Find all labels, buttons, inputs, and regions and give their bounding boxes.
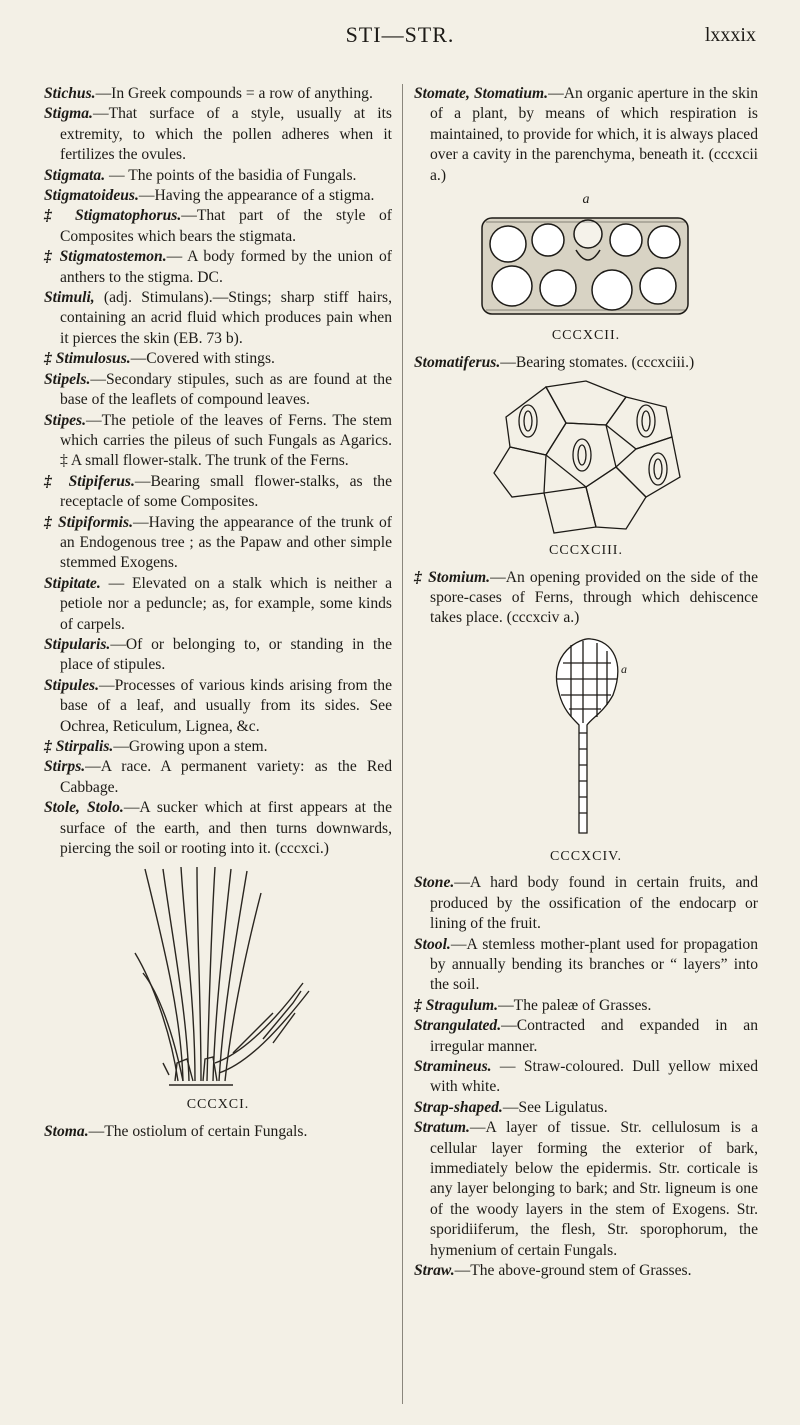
entry-term: Stratum.: [414, 1119, 470, 1137]
figure-label: a: [582, 192, 590, 208]
entry-definition: —An opening provided on the side of the spore-cases of Ferns, through which dehiscence takes place. (cccxciv a.): [430, 568, 758, 627]
dictionary-entry: [414, 1057, 758, 1098]
entry-term: Stigmatoideus.: [44, 187, 139, 205]
column-divider: [402, 84, 403, 1404]
entry-definition: —See Ligulatus.: [502, 1098, 608, 1116]
entry-definition: —That surface of a style, usually at its extremity, to which the pollen adheres when it fertilizes the ovules.: [60, 105, 392, 164]
stolon-illustration: [123, 863, 313, 1091]
dictionary-entry: [44, 84, 392, 104]
entry-term: Stipularis.: [44, 635, 111, 653]
entry-definition: —Secondary stipules, such as are found at the base of the leaflets of compound leaves.: [60, 370, 392, 409]
entry-term: Straw.: [414, 1262, 455, 1279]
entry-term: ‡ Stimulosus.: [44, 350, 131, 368]
dictionary-entry: [44, 635, 392, 676]
entry-definition: —Covered with stings.: [130, 350, 275, 368]
entry-definition: — A body formed by the union of anthers to the stigma. DC.: [60, 248, 392, 286]
entry-term: ‡ Stomium.: [414, 568, 491, 586]
dictionary-entry: [44, 574, 392, 635]
dictionary-entry: [414, 1118, 758, 1261]
figure-cccxciv: [414, 633, 758, 867]
entry-definition: — The points of the basidia of Fungals.: [105, 166, 357, 184]
dictionary-entry: [414, 1016, 758, 1057]
entry-term: ‡ Stirpalis.: [44, 738, 114, 755]
right-entry-list-top: [414, 84, 758, 186]
figure-cccxci: [44, 863, 392, 1115]
entry-term: Stigmata.: [44, 166, 106, 184]
entry-definition: —Bearing stomates. (cccxciii.): [500, 353, 695, 371]
entry-definition: —Having the appearance of a stigma.: [138, 187, 375, 205]
entry-definition: —That part of the style of Composites which bears the stigmata.: [60, 207, 392, 245]
left-column: [44, 84, 392, 1142]
dictionary-entry: [44, 370, 392, 411]
right-entry-list-mid: [414, 353, 758, 373]
dictionary-entry: [44, 166, 392, 186]
entry-definition: —Of or belonging to, or standing in the place of stipules.: [60, 635, 392, 674]
entry-term: Stipules.: [44, 676, 100, 694]
page-number: lxxxix: [704, 24, 756, 46]
dictionary-entry: [414, 996, 758, 1016]
left-entry-list: [44, 84, 392, 859]
entry-term: Stipes.: [44, 411, 87, 429]
dictionary-entry: [44, 737, 392, 757]
dictionary-entry: [44, 247, 392, 288]
dictionary-entry: [44, 104, 392, 165]
dictionary-entry: [414, 935, 758, 996]
dictionary-entry: [414, 568, 758, 629]
entry-definition: —Processes of various kinds arising from the base of a leaf, and usually from its sides. See Ochrea, Reticulum, Lignea, &c.: [60, 676, 392, 735]
dictionary-entry: [44, 349, 392, 369]
entry-definition: —Growing upon a stem.: [113, 738, 268, 755]
figure-caption: CCCXCII.: [551, 328, 621, 344]
entry-term: ‡ Stigmatophorus.: [44, 207, 182, 225]
entry-definition: —Bearing small flower-stalks, as the receptacle of some Composites.: [60, 472, 393, 511]
entry-term: Strangulated.: [414, 1017, 502, 1035]
stomate-section-illustration: [476, 210, 696, 322]
figure-caption: CCCXCIV.: [550, 848, 622, 864]
entry-definition: — Straw-coloured. Dull yellow mixed with white.: [430, 1057, 758, 1096]
dictionary-entry: [414, 84, 758, 186]
entry-term: Stipels.: [44, 370, 91, 388]
entry-definition: —The paleæ of Grasses.: [498, 996, 652, 1014]
entry-definition: —Having the appearance of the trunk of an Endogenous tree ; as the Papaw and other simple stemmed Exogens.: [60, 513, 393, 572]
dictionary-entry: [44, 676, 392, 737]
entry-definition: —An organic aperture in the skin of a plant, by means of which respiration is maintained, to provide for which, it is always placed over a cavity in the parenchyma, beneath it. (cccxcii a.): [430, 85, 759, 184]
dictionary-entry: [414, 1098, 758, 1118]
entry-definition: —In Greek compounds = a row of anything.: [95, 85, 373, 102]
entry-term: Stimuli,: [44, 289, 95, 307]
figure-cccxciii: [414, 377, 758, 561]
dictionary-entry: [414, 1261, 758, 1281]
entry-definition: —The ostiolum of certain Fungals.: [88, 1122, 308, 1140]
entry-term: Stomate, Stomatium.: [414, 85, 549, 102]
dictionary-entry: [414, 353, 758, 373]
entry-term: Stigma.: [44, 105, 93, 123]
entry-term: Stipitate.: [44, 574, 101, 592]
entry-definition: (adj. Stimulans).—Stings; sharp stiff hairs, containing an acrid fluid which produces pain when it pierces the skin (EB. 73 b).: [60, 289, 392, 347]
entry-definition: —A layer of tissue. Str. cellulosum is a cellular layer forming the exterior of bark, immediately below the epidermis. Str. corticale is any layer belonging to bark; and Str. ligneum is one of the woody layers in the stem of Exogens. Str. sporidiiferum, the flesh, Str. sporophorum, the hymenium of certain Fungals.: [430, 1119, 758, 1259]
entry-term: ‡ Stigmatostemon.: [44, 248, 167, 266]
entry-term: Stone.: [414, 874, 455, 892]
figure-cccxcii: [414, 190, 758, 347]
dictionary-entry: [44, 186, 392, 206]
entry-term: ‡ Stipiferus.: [44, 472, 135, 490]
figure-caption: CCCXCI.: [186, 1097, 250, 1113]
running-title: STI—STR.: [345, 22, 455, 47]
entry-term: Stirps.: [44, 758, 86, 776]
dictionary-entry: [44, 798, 392, 859]
spore-case-illustration: [541, 633, 631, 843]
entry-definition: —A stemless mother-plant used for propagation by annually bending its branches or “ layers” into the soil.: [430, 935, 758, 994]
entry-definition: —The petiole of the leaves of Ferns. The stem which carries the pileus of such Fungals as Agarics. ‡ A small flower-stalk. The trunk of the Ferns.: [60, 411, 392, 470]
entry-term: ‡ Stipiformis.: [44, 513, 133, 531]
right-entry-list-mid2: [414, 568, 758, 629]
dictionary-entry: [44, 513, 392, 574]
dictionary-entry: [44, 472, 392, 513]
dictionary-entry: [414, 873, 758, 934]
entry-term: Stole, Stolo.: [44, 799, 124, 817]
page-header: [0, 22, 800, 62]
entry-definition: —A hard body found in certain fruits, and produced by the ossification of the endocarp or lining of the fruit.: [430, 874, 758, 933]
entry-term: Strap-shaped.: [414, 1098, 503, 1116]
entry-term: ‡ Stragulum.: [414, 996, 499, 1014]
right-entry-list-bottom: [414, 873, 758, 1281]
dictionary-entry: [44, 206, 392, 247]
entry-definition: —The above-ground stem of Grasses.: [454, 1262, 692, 1279]
entry-term: Stoma.: [44, 1122, 89, 1140]
entry-definition: —A sucker which at first appears at the surface of the earth, and then turns downwards, piercing the soil or rooting into it. (cccxci.): [60, 799, 393, 858]
entry-definition: —Contracted and expanded in an irregular manner.: [430, 1017, 758, 1055]
epidermal-cells-illustration: [486, 377, 686, 537]
entry-term: Stool.: [414, 935, 451, 953]
entry-definition: —A race. A permanent variety: as the Red Cabbage.: [60, 758, 392, 796]
entry-term: Stomatiferus.: [414, 353, 501, 371]
dictionary-entry: [44, 288, 392, 349]
entry-definition: — Elevated on a stalk which is neither a petiole nor a peduncle; as, for example, some kinds of carpels.: [60, 574, 392, 633]
dictionary-entry: [44, 411, 392, 472]
entry-term: Stramineus.: [414, 1057, 492, 1075]
figure-label: a: [621, 661, 627, 676]
right-column: [414, 84, 758, 1281]
figure-caption: CCCXCIII.: [549, 543, 623, 559]
entry-term: Stichus.: [44, 85, 96, 102]
entry-stoma: [44, 1122, 392, 1142]
dictionary-entry: [44, 757, 392, 798]
